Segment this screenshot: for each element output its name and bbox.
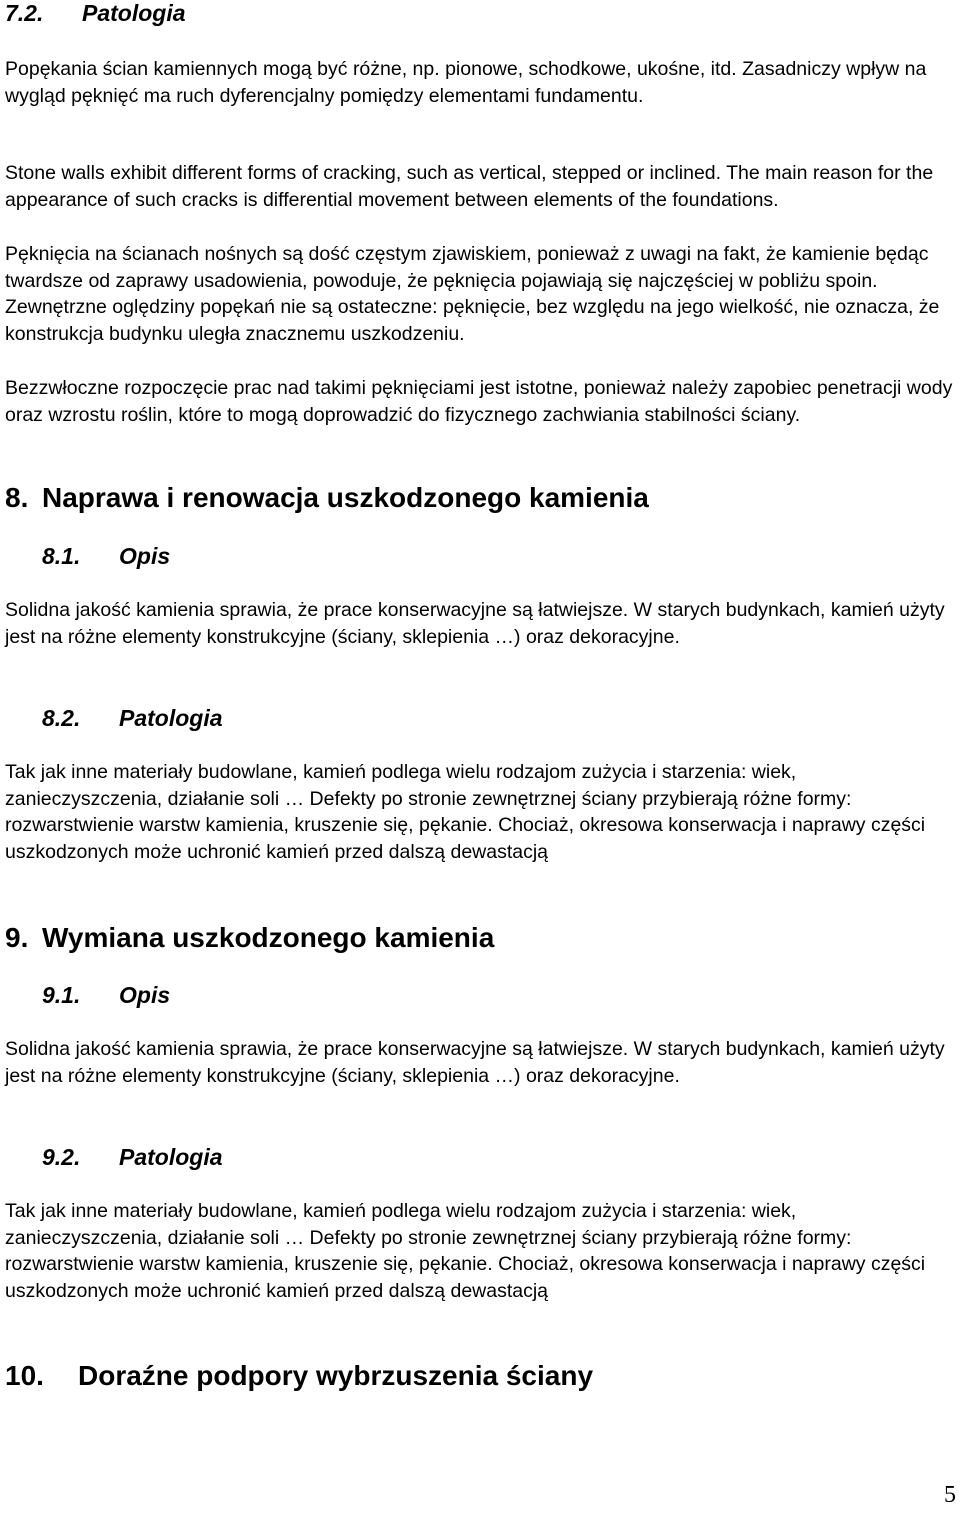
paragraph-load-bearing-walls: Pęknięcia na ścianach nośnych są dość częstym zjawiskiem, ponieważ z uwagi na fakt, że kamienie będąc twardsze od zaprawy usadowienia, powoduje, że pęknięcia pojawiają się najczęściej w pobliżu spoin. Zewnętrzne oględziny popękań nie są ostateczne: pęknięcie, bez względu na jego wielkość, nie oznacza, że konstrukcja budynku uległa znacznemu uszkodzeniu.	[5, 243, 940, 346]
paragraph-immediate-work: Bezzwłoczne rozpoczęcie prac nad takimi pęknięciami jest istotne, ponieważ należy zapobiec penetracji wody oraz wzrostu roślin, które to mogą doprowadzić do fizycznego zachwiania stabilności ściany.	[5, 377, 953, 426]
paragraph-description-9: Solidna jakość kamienia sprawia, że prace konserwacyjne są łatwiejsze. W starych budynkach, kamień użyty jest na różne elementy konstrukcyjne (ściany, sklepienia …) oraz dekoracyjne.	[5, 1038, 945, 1087]
paragraph-pathology-9: Tak jak inne materiały budowlane, kamień podlega wielu rodzajom zużycia i starzenia: wiek, zanieczyszczenia, działanie soli … Defekty po stronie zewnętrznej ściany przybierają różne formy: rozwarstwienie warstw kamienia, kruszenie się, pękanie. Chociaż, okresowa konserwacja i naprawy części uszkodzonych może uchronić kamień przed dalszą dewastacją	[5, 1200, 926, 1303]
page-number: 5	[944, 1482, 956, 1508]
heading-number: 8.	[5, 482, 29, 513]
paragraph-pathology-8: Tak jak inne materiały budowlane, kamień podlega wielu rodzajom zużycia i starzenia: wiek, zanieczyszczenia, działanie soli … Defekty po stronie zewnętrznej ściany przybierają różne formy: rozwarstwienie warstw kamienia, kruszenie się, pękanie. Chociaż, okresowa konserwacja i naprawy części uszkodzonych może uchronić kamień przed dalszą dewastacją	[5, 761, 926, 864]
heading-number: 9.	[5, 922, 29, 953]
paragraph-description-8: Solidna jakość kamienia sprawia, że prace konserwacyjne są łatwiejsze. W starych budynkach, kamień użyty jest na różne elementy konstrukcyjne (ściany, sklepienia …) oraz dekoracyjne.	[5, 599, 945, 648]
heading-9-2	[42, 1143, 223, 1171]
paragraph-cracking-pl: Popękania ścian kamiennych mogą być różne, np. pionowe, schodkowe, ukośne, itd. Zasadniczy wpływ na wygląd pęknięć ma ruch dyferencjalny pomiędzy elementami fundamentu.	[5, 58, 927, 107]
heading-9	[5, 922, 494, 954]
heading-number: 8.1.	[42, 543, 81, 569]
heading-number: 8.2.	[42, 705, 81, 731]
heading-title: Patologia	[119, 705, 223, 731]
paragraph-cracking-en: Stone walls exhibit different forms of cracking, such as vertical, stepped or inclined. The main reason for the appearance of such cracks is differential movement between elements of the foundations.	[5, 162, 934, 211]
heading-8-2	[42, 704, 223, 732]
heading-title: Doraźne podpory wybrzuszenia ściany	[78, 1360, 594, 1391]
heading-title: Patologia	[119, 1144, 223, 1170]
heading-10	[5, 1360, 593, 1392]
heading-title: Naprawa i renowacja uszkodzonego kamienia	[42, 482, 649, 513]
heading-number: 9.2.	[42, 1144, 81, 1170]
heading-title: Opis	[119, 982, 171, 1008]
heading-title: Wymiana uszkodzonego kamienia	[42, 922, 495, 953]
heading-number: 7.2.	[5, 0, 44, 26]
heading-number: 10.	[5, 1360, 44, 1391]
heading-7-2	[5, 0, 186, 27]
heading-title: Patologia	[82, 0, 186, 26]
heading-8	[5, 482, 649, 514]
heading-8-1	[42, 542, 170, 570]
heading-9-1	[42, 981, 170, 1009]
heading-number: 9.1.	[42, 982, 81, 1008]
heading-title: Opis	[119, 543, 171, 569]
